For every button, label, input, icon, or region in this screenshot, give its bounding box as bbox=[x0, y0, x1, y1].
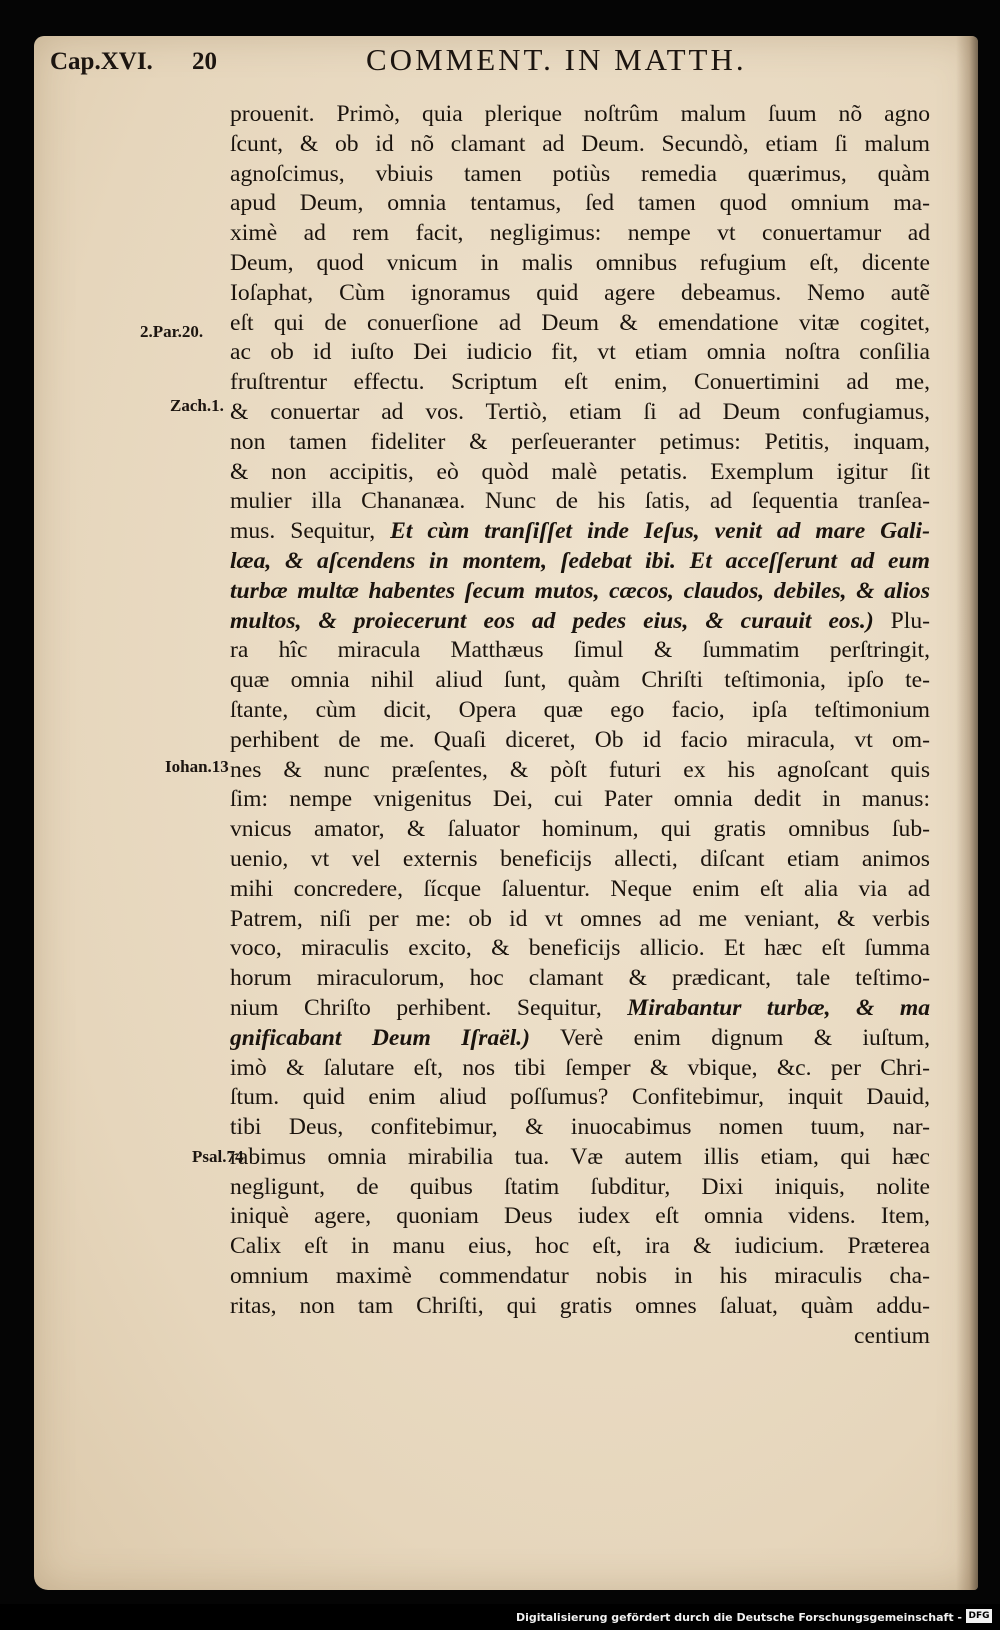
text-line: & conuertar ad vos. Tertiò, etiam ſi ad Deum confugiamus, bbox=[230, 398, 930, 425]
margin-note-psal-74: Psal.74 bbox=[192, 1147, 244, 1166]
text-line: quæ omnia nihil aliud ſunt, quàm Chriſti teſtimonia, ipſo te- bbox=[230, 667, 930, 694]
running-title: COMMENT. IN MATTH. bbox=[366, 42, 747, 77]
text-line: ſtum. quid enim aliud poſſumus? Confitebimur, inquit Dauid, bbox=[230, 1084, 930, 1111]
text-line: fruſtrentur effectu. Scriptum eſt enim, Conuertimini ad me, bbox=[230, 369, 930, 396]
italic-quotation-line: turbæ multæ habentes ſecum mutos, cæcos, claudos, debiles, & alios bbox=[230, 577, 930, 604]
italic-quotation: gnificabant Deum Iſraël.) bbox=[230, 1024, 531, 1051]
catchword: centium bbox=[854, 1322, 930, 1349]
text-line: Patrem, niſi per me: ob id vt omnes ad me veniant, & verbis bbox=[230, 905, 930, 932]
dfg-logo: DFG bbox=[966, 1609, 992, 1623]
text-line: Calix eſt in manu eius, hoc eſt, ira & iudicium. Præterea bbox=[230, 1233, 930, 1260]
text-line-mixed bbox=[230, 994, 930, 1024]
italic-quotation-line: læa, & aſcendens in montem, ſedebat ibi. Et acceſſerunt ad eum bbox=[230, 547, 930, 574]
text-line-mixed bbox=[230, 517, 930, 547]
text-line: perhibent de me. Quaſi diceret, Ob id facio miracula, vt om- bbox=[230, 726, 930, 753]
italic-quotation: Mirabantur turbæ, & ma bbox=[627, 994, 930, 1021]
text-line: uenio, vt vel externis beneficijs allecti, diſcant etiam animos bbox=[230, 845, 930, 872]
text-line: ſcunt, & ob id nõ clamant ad Deum. Secundò, etiam ſi malum bbox=[230, 130, 930, 157]
margin-note-iohan-13: Iohan.13 bbox=[165, 757, 229, 776]
text-line: Deum, quod vnicum in malis omnibus refugium eſt, dicente bbox=[230, 249, 930, 276]
text-line: non tamen fideliter & perſeueranter petimus: Petitis, inquam, bbox=[230, 428, 930, 455]
folio-number: 20 bbox=[192, 48, 217, 75]
digitization-credit: Digitalisierung gefördert durch die Deutsche Forschungsgemeinschaft - bbox=[515, 1611, 962, 1624]
text-line: imò & ſalutare eſt, nos tibi ſemper & vbique, &c. per Chri- bbox=[230, 1054, 930, 1081]
text-line: mihi concredere, ſícque ſaluentur. Neque enim eſt alia via ad bbox=[230, 875, 930, 902]
text-line-mixed bbox=[230, 607, 930, 637]
margin-note-zach-1: Zach.1. bbox=[170, 396, 224, 415]
text-line: prouenit. Primò, quia plerique noſtrûm malum ſuum nõ agno bbox=[230, 101, 930, 127]
text-line: eſt qui de conuerſione ad Deum & emendatione vitæ cogitet, bbox=[230, 309, 930, 336]
running-header bbox=[50, 42, 890, 82]
text-line: ſtante, cùm dicit, Opera quæ ego facio, ipſa teſtimonium bbox=[230, 696, 930, 723]
text-line: ritas, non tam Chriſti, qui gratis omnes ſaluat, quàm addu- bbox=[230, 1292, 930, 1319]
chapter-number: Cap.XVI. bbox=[50, 48, 153, 75]
page-fore-edge bbox=[956, 36, 978, 1590]
text-line: ra hîc miracula Matthæus ſimul & ſummatim perſtringit, bbox=[230, 637, 930, 664]
text-line: & non accipitis, eò quòd malè petatis. Exemplum igitur ſit bbox=[230, 458, 930, 485]
text-line: nes & nunc præſentes, & pòſt futuri ex his agnoſcant quis bbox=[230, 756, 930, 783]
text-line: ximè ad rem facit, negligimus: nempe vt conuertamur ad bbox=[230, 220, 930, 247]
italic-quotation: Et cùm tranſiſſet inde Ieſus, venit ad mare Gali- bbox=[390, 518, 930, 545]
margin-note-2-par-20: 2.Par.20. bbox=[140, 322, 204, 341]
text-line-mixed bbox=[230, 1024, 930, 1054]
text-line: voco, miraculis excito, & beneficijs allicio. Et hæc eſt ſumma bbox=[230, 935, 930, 962]
text-line: rabimus omnia mirabilia tua. Væ autem illis etiam, qui hæc bbox=[230, 1143, 930, 1170]
text-line: ac ob id iuſto Dei iudicio fit, vt etiam omnia noſtra conſilia bbox=[230, 339, 930, 366]
text-line: tibi Deus, confitebimur, & inuocabimus nomen tuum, nar- bbox=[230, 1114, 930, 1141]
text-line: iniquè agere, quoniam Deus iudex eſt omnia videns. Item, bbox=[230, 1203, 930, 1230]
text-line: vnicus amator, & ſaluator hominum, qui gratis omnibus ſub- bbox=[230, 816, 930, 843]
text-line: apud Deum, omnia tentamus, ſed tamen quod omnium ma- bbox=[230, 190, 930, 217]
italic-quotation: multos, & proiecerunt eos ad pedes eius, & curauit eos.) bbox=[230, 607, 874, 634]
roman-segment: mus. Sequitur, bbox=[230, 518, 376, 545]
text-line: agnoſcimus, vbiuis tamen potiùs remedia quærimus, quàm bbox=[230, 160, 930, 187]
text-line: Ioſaphat, Cùm ignoramus quid agere debeamus. Nemo autẽ bbox=[230, 279, 930, 306]
text-line: omnium maximè commendatur nobis in his miraculis cha- bbox=[230, 1263, 930, 1290]
roman-segment: Verè enim dignum & iuſtum, bbox=[560, 1024, 930, 1051]
text-line: mulier illa Chananæa. Nunc de his ſatis, ad ſequentia tranſea- bbox=[230, 488, 930, 515]
text-line: negligunt, de quibus ſtatim ſubditur, Dixi iniquis, nolite bbox=[230, 1173, 930, 1200]
text-line: ſim: nempe vnigenitus Dei, cui Pater omnia dedit in manus: bbox=[230, 786, 930, 813]
text-line: horum miraculorum, hoc clamant & prædicant, tale teſtimo- bbox=[230, 965, 930, 992]
roman-segment: nium Chriſto perhibent. Sequitur, bbox=[230, 994, 602, 1021]
main-text-column bbox=[230, 100, 930, 1351]
roman-segment: Plu- bbox=[890, 607, 930, 634]
